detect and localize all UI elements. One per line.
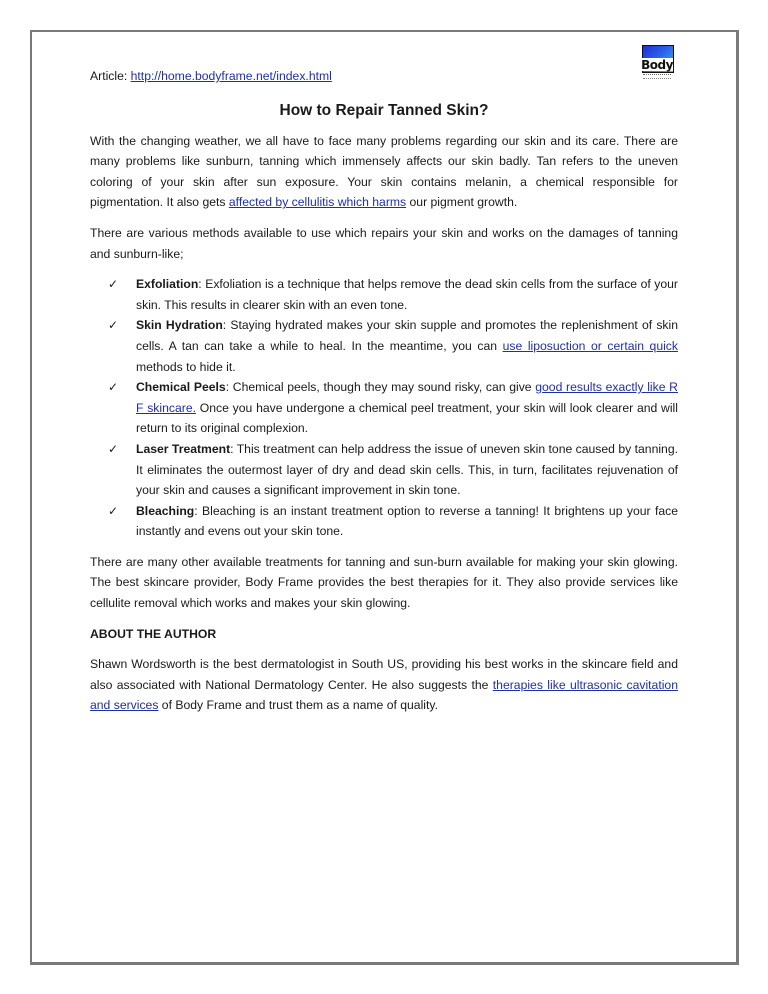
checkmark-icon: ✓ <box>108 441 119 456</box>
method-description-end: methods to hide it. <box>136 359 236 374</box>
method-term: Skin Hydration <box>136 318 223 333</box>
about-author-heading: ABOUT THE AUTHOR <box>90 626 217 641</box>
method-item-chemical-peels <box>108 377 678 439</box>
method-item-skin-hydration <box>108 315 678 377</box>
closing-paragraph: There are many other available treatments for tanning and sun-burn available for making your skin glowing. The best skincare provider, Body Frame provides the best therapies for it. They also provide services like cellulite removal which works and makes your skin glowing. <box>90 554 678 611</box>
intro-paragraph <box>90 131 678 213</box>
method-description-end: Once you have undergone a chemical peel treatment, your skin will look clearer and will return to its original complexion. <box>136 400 678 436</box>
about-text: Shawn Wordsworth is the best dermatologist in South US, providing his best works in the skincare field and also associated with National Dermatology Center. He also suggests the <box>90 657 678 692</box>
method-item-laser-treatment <box>108 439 678 501</box>
checkmark-icon: ✓ <box>108 503 119 518</box>
checkmark-icon: ✓ <box>108 318 119 333</box>
method-description: : Exfoliation is a technique that helps remove the dead skin cells from the surface of your skin. This results in clearer skin with an even tone. <box>136 277 678 312</box>
method-item-exfoliation <box>108 274 678 315</box>
method-description: : Bleaching is an instant treatment option to reverse a tanning! It brightens up your face instantly and evens out your skin tone. <box>136 503 678 539</box>
methods-intro-paragraph: There are various methods available to use which repairs your skin and works on the damages of tanning and sunburn-like; <box>90 225 678 261</box>
about-text-end: of Body Frame and trust them as a name of quality. <box>158 698 438 713</box>
method-term: Chemical Peels <box>136 380 226 395</box>
method-description: : Staying hydrated makes your skin supple and promotes the replenishment of skin cells. A tan can take a while to heal. In the meantime, you can <box>136 318 678 353</box>
page-title: How to Repair Tanned Skin? <box>279 101 489 119</box>
about-author-paragraph <box>90 654 678 716</box>
logo-wordmark: Body <box>641 58 673 72</box>
checkmark-icon: ✓ <box>108 277 119 292</box>
document-body <box>90 66 678 726</box>
article-source-line <box>90 66 678 87</box>
liposuction-link[interactable]: use liposuction or certain quick <box>502 338 678 353</box>
rf-skincare-link[interactable]: good results exactly like R F skincare. <box>136 380 678 415</box>
method-item-bleaching <box>108 501 678 542</box>
methods-list <box>90 274 678 542</box>
cellulitis-link[interactable]: affected by cellulitis which harms <box>228 195 407 210</box>
article-label: Article: <box>90 69 131 83</box>
article-url-link[interactable]: http://home.bodyframe.net/index.html <box>130 69 332 83</box>
intro-text: With the changing weather, we all have to face many problems regarding our skin and its care. There are many problems like sunburn, tanning which immensely affects our skin badly. Tan refers to the uneven coloring of your skin after sun exposure. Your skin contains melanin, a chemical responsible for pigmentation. It also gets <box>90 133 678 210</box>
method-term: Bleaching <box>136 503 195 518</box>
checkmark-icon: ✓ <box>108 380 119 395</box>
method-term: Laser Treatment <box>136 441 231 456</box>
ultrasonic-cavitation-link[interactable]: therapies like ultrasonic cavitation and services <box>90 677 678 713</box>
method-description: : This treatment can help address the issue of uneven skin tone caused by tanning. It eliminates the outermost layer of dry and dead skin cells. This, in turn, facilitates rejuvenation of your skin and causes a significant improvement in skin tone. <box>136 441 678 498</box>
intro-text-end: our pigment growth. <box>406 195 518 210</box>
method-description: : Chemical peels, though they may sound risky, can give <box>225 380 536 395</box>
method-term: Exfoliation <box>136 277 199 292</box>
